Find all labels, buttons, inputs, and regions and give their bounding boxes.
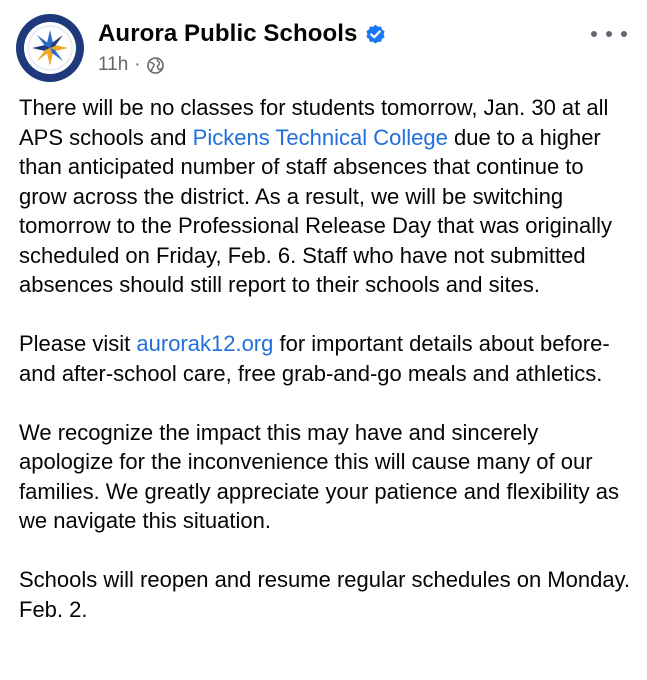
post-paragraph-3: We recognize the impact this may have and sincerely apologize for the inconvenience this will cause many of our families. We greatly appreciate your patience and flexibility as we navigate this situation.: [19, 419, 620, 533]
aurorak12-link[interactable]: aurorak12.org: [136, 331, 274, 356]
post-timestamp[interactable]: 11h: [98, 54, 129, 75]
more-options-icon-dot: [606, 31, 612, 37]
paragraph-1-text-before: There will be no classes for students tomorrow, Jan. 30 at all APS schools and: [19, 95, 609, 150]
page-avatar[interactable]: [16, 14, 84, 82]
post-paragraph-4: Schools will reopen and resume regular schedules on Monday. Feb. 2.: [19, 567, 631, 622]
paragraph-2-text-before: Please visit: [19, 331, 137, 356]
meta-separator: ·: [134, 54, 141, 75]
aurora-public-schools-logo-icon: [16, 14, 84, 82]
more-options-icon-dot: [621, 31, 627, 37]
post-header: [16, 14, 633, 84]
more-options-button[interactable]: [591, 24, 627, 44]
post-paragraph-1: [19, 93, 631, 300]
author-row: [98, 20, 386, 48]
pickens-technical-college-link[interactable]: Pickens Technical College: [192, 124, 448, 150]
post-meta: [98, 54, 164, 76]
paragraph-2-text-after: for important details about before- and after-school care, free grab-and-go meals and athletics.: [19, 331, 610, 386]
globe-icon[interactable]: [147, 57, 164, 74]
paragraph-1-text-after: due to a higher than anticipated number of staff absences that continue to grow across the district. As a result, we will be switching tomorrow to the Professional Release Day that was originally scheduled on Friday, Feb. 6. Staff who have not submitted absences should still report to their schools and sites.: [19, 124, 613, 297]
verified-badge-icon: [365, 24, 386, 45]
more-options-icon-dot: [591, 31, 597, 37]
post-body: [19, 93, 631, 654]
page-name[interactable]: Aurora Public Schools: [98, 20, 358, 47]
post-paragraph-2: [19, 329, 631, 388]
